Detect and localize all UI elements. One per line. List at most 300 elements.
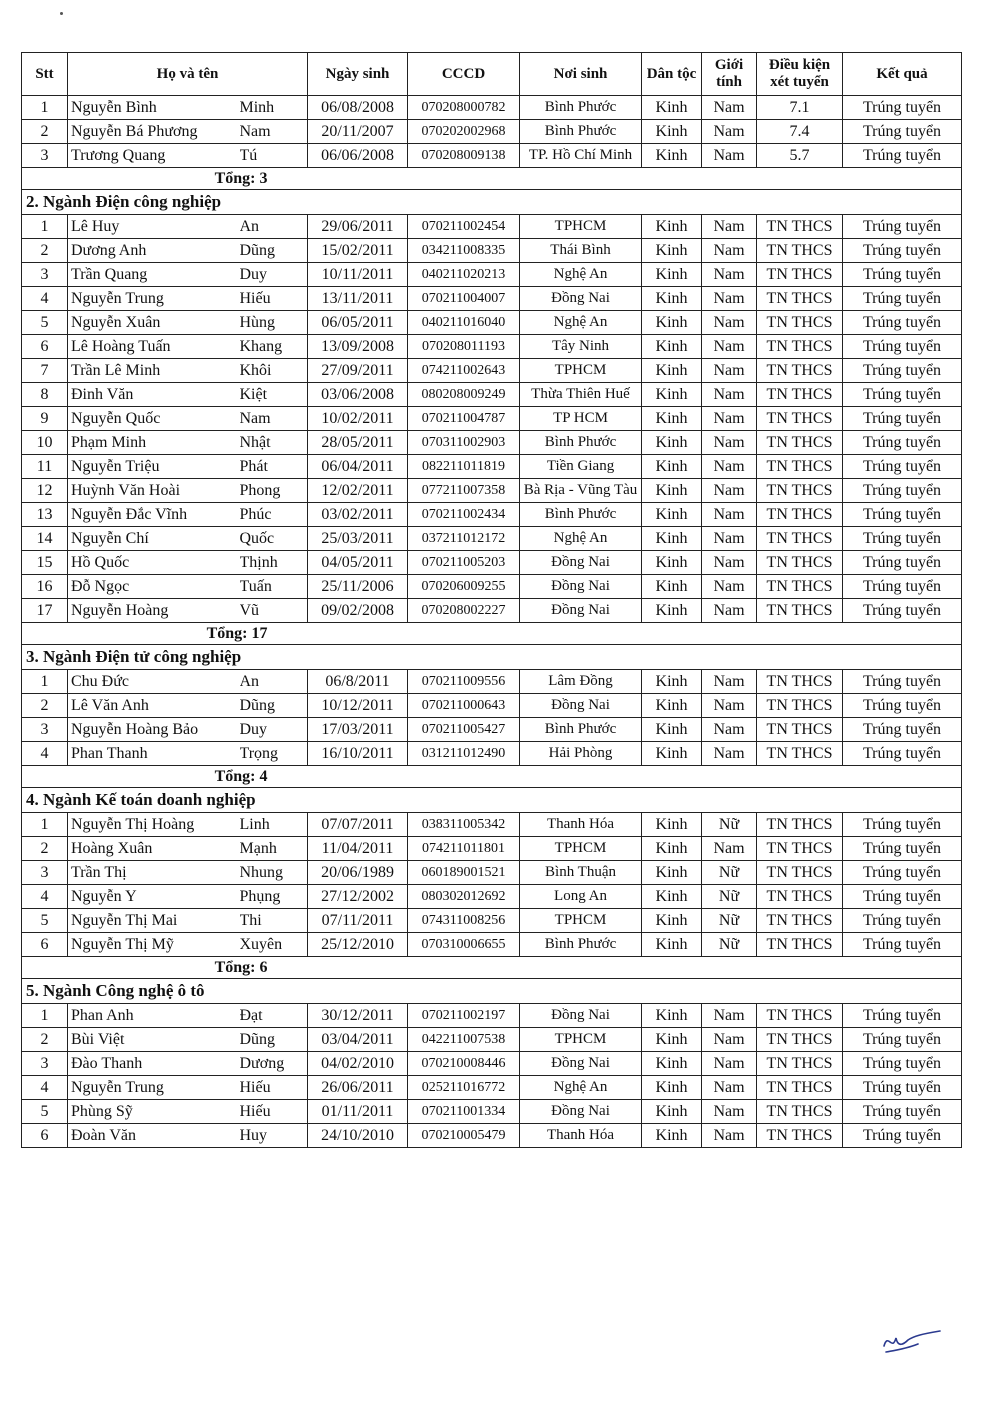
gender-cell: Nam: [702, 144, 757, 168]
result-cell: Trúng tuyển: [843, 1052, 962, 1076]
table-row: [22, 431, 962, 455]
condition-cell: 7.4: [757, 120, 843, 144]
dob-cell: 26/06/2011: [308, 1076, 408, 1100]
family-name-cell: Phùng Sỹ: [68, 1100, 240, 1124]
gender-cell: Nam: [702, 837, 757, 861]
ethnicity-cell: Kinh: [642, 503, 702, 527]
given-name-cell: Trọng: [240, 742, 308, 766]
table-row: [22, 1004, 962, 1028]
dob-cell: 06/04/2011: [308, 455, 408, 479]
family-name-cell: Trần Lê Minh: [68, 359, 240, 383]
ethnicity-cell: Kinh: [642, 1052, 702, 1076]
condition-cell: TN THCS: [757, 1124, 843, 1148]
birthplace-cell: Đồng Nai: [520, 1004, 642, 1028]
birthplace-cell: Bình Thuận: [520, 861, 642, 885]
stt-cell: 3: [22, 144, 68, 168]
ethnicity-cell: Kinh: [642, 287, 702, 311]
result-cell: Trúng tuyển: [843, 861, 962, 885]
given-name-cell: Khang: [240, 335, 308, 359]
given-name-cell: Nam: [240, 407, 308, 431]
family-name-cell: Phan Anh: [68, 1004, 240, 1028]
result-cell: Trúng tuyển: [843, 455, 962, 479]
birthplace-cell: Đồng Nai: [520, 1100, 642, 1124]
cccd-cell: 070311002903: [408, 431, 520, 455]
condition-cell: 5.7: [757, 144, 843, 168]
ethnicity-cell: Kinh: [642, 813, 702, 837]
header-stt: Stt: [22, 53, 68, 96]
ethnicity-cell: Kinh: [642, 455, 702, 479]
stt-cell: 5: [22, 311, 68, 335]
birthplace-cell: Nghệ An: [520, 311, 642, 335]
family-name-cell: Nguyễn Y: [68, 885, 240, 909]
condition-cell: TN THCS: [757, 885, 843, 909]
cccd-cell: 040211020213: [408, 263, 520, 287]
dob-cell: 06/08/2008: [308, 96, 408, 120]
gender-cell: Nam: [702, 575, 757, 599]
birthplace-cell: Bà Rịa - Vũng Tàu: [520, 479, 642, 503]
gender-cell: Nam: [702, 599, 757, 623]
ethnicity-cell: Kinh: [642, 215, 702, 239]
gender-cell: Nam: [702, 1076, 757, 1100]
gender-cell: Nam: [702, 694, 757, 718]
table-row: [22, 96, 962, 120]
result-cell: Trúng tuyển: [843, 215, 962, 239]
cccd-cell: 070208009138: [408, 144, 520, 168]
section-total-row: [22, 957, 962, 979]
given-name-cell: Dương: [240, 1052, 308, 1076]
cccd-cell: 070211009556: [408, 670, 520, 694]
dob-cell: 06/8/2011: [308, 670, 408, 694]
family-name-cell: Nguyễn Chí: [68, 527, 240, 551]
section-heading-row: [22, 645, 962, 670]
header-ethnicity: Dân tộc: [642, 53, 702, 96]
cccd-cell: 074211002643: [408, 359, 520, 383]
stt-cell: 4: [22, 287, 68, 311]
stt-cell: 6: [22, 933, 68, 957]
gender-cell: Nữ: [702, 813, 757, 837]
table-row: [22, 551, 962, 575]
table-row: [22, 335, 962, 359]
family-name-cell: Nguyễn Bình: [68, 96, 240, 120]
cccd-cell: 038311005342: [408, 813, 520, 837]
cccd-cell: 080302012692: [408, 885, 520, 909]
dob-cell: 16/10/2011: [308, 742, 408, 766]
given-name-cell: Dũng: [240, 1028, 308, 1052]
stt-cell: 16: [22, 575, 68, 599]
dob-cell: 06/05/2011: [308, 311, 408, 335]
stt-cell: 1: [22, 215, 68, 239]
condition-cell: TN THCS: [757, 215, 843, 239]
header-name: Họ và tên: [68, 53, 308, 96]
condition-cell: TN THCS: [757, 599, 843, 623]
given-name-cell: An: [240, 215, 308, 239]
gender-cell: Nữ: [702, 933, 757, 957]
given-name-cell: Phụng: [240, 885, 308, 909]
gender-cell: Nam: [702, 1004, 757, 1028]
table-row: [22, 575, 962, 599]
result-cell: Trúng tuyển: [843, 1076, 962, 1100]
section-title: 3. Ngành Điện tử công nghiệp: [22, 645, 962, 670]
stt-cell: 17: [22, 599, 68, 623]
family-name-cell: Nguyễn Hoàng Bảo: [68, 718, 240, 742]
given-name-cell: Dũng: [240, 694, 308, 718]
condition-cell: TN THCS: [757, 1052, 843, 1076]
family-name-cell: Hoàng Xuân: [68, 837, 240, 861]
result-cell: Trúng tuyển: [843, 407, 962, 431]
dob-cell: 13/09/2008: [308, 335, 408, 359]
gender-cell: Nam: [702, 120, 757, 144]
result-cell: Trúng tuyển: [843, 383, 962, 407]
gender-cell: Nữ: [702, 861, 757, 885]
stt-cell: 12: [22, 479, 68, 503]
total-count: 17: [251, 624, 268, 642]
given-name-cell: Vũ: [240, 599, 308, 623]
given-name-cell: Khôi: [240, 359, 308, 383]
dob-cell: 25/12/2010: [308, 933, 408, 957]
cccd-cell: 070210008446: [408, 1052, 520, 1076]
stt-cell: 4: [22, 885, 68, 909]
dob-cell: 27/12/2002: [308, 885, 408, 909]
birthplace-cell: Long An: [520, 885, 642, 909]
family-name-cell: Hồ Quốc: [68, 551, 240, 575]
condition-cell: TN THCS: [757, 335, 843, 359]
given-name-cell: Thịnh: [240, 551, 308, 575]
ethnicity-cell: Kinh: [642, 742, 702, 766]
given-name-cell: Phát: [240, 455, 308, 479]
given-name-cell: Hiếu: [240, 287, 308, 311]
cccd-cell: 070310006655: [408, 933, 520, 957]
birthplace-cell: Đồng Nai: [520, 599, 642, 623]
given-name-cell: An: [240, 670, 308, 694]
result-cell: Trúng tuyển: [843, 885, 962, 909]
cccd-cell: 070211002434: [408, 503, 520, 527]
result-cell: Trúng tuyển: [843, 335, 962, 359]
cccd-cell: 070211005203: [408, 551, 520, 575]
family-name-cell: Bùi Việt: [68, 1028, 240, 1052]
table-row: [22, 455, 962, 479]
result-cell: Trúng tuyển: [843, 527, 962, 551]
result-cell: Trúng tuyển: [843, 670, 962, 694]
section-heading-row: [22, 190, 962, 215]
result-cell: Trúng tuyển: [843, 742, 962, 766]
birthplace-cell: Hải Phòng: [520, 742, 642, 766]
table-row: [22, 1100, 962, 1124]
ethnicity-cell: Kinh: [642, 599, 702, 623]
condition-cell: TN THCS: [757, 383, 843, 407]
gender-cell: Nam: [702, 431, 757, 455]
gender-cell: Nam: [702, 479, 757, 503]
ethnicity-cell: Kinh: [642, 407, 702, 431]
given-name-cell: Nhật: [240, 431, 308, 455]
dob-cell: 04/02/2010: [308, 1052, 408, 1076]
gender-cell: Nam: [702, 527, 757, 551]
section-heading-row: [22, 788, 962, 813]
result-cell: Trúng tuyển: [843, 503, 962, 527]
condition-cell: TN THCS: [757, 287, 843, 311]
given-name-cell: Minh: [240, 96, 308, 120]
result-cell: Trúng tuyển: [843, 239, 962, 263]
total-filler: [308, 957, 962, 979]
condition-cell: TN THCS: [757, 359, 843, 383]
total-label: Tổng:: [214, 169, 256, 187]
dob-cell: 25/11/2006: [308, 575, 408, 599]
family-name-cell: Lê Văn Anh: [68, 694, 240, 718]
family-name-cell: Phan Thanh: [68, 742, 240, 766]
stt-cell: 1: [22, 670, 68, 694]
family-name-cell: Nguyễn Quốc: [68, 407, 240, 431]
ethnicity-cell: Kinh: [642, 120, 702, 144]
ethnicity-cell: Kinh: [642, 1124, 702, 1148]
total-filler: [308, 766, 962, 788]
ethnicity-cell: Kinh: [642, 1076, 702, 1100]
dob-cell: 13/11/2011: [308, 287, 408, 311]
dob-cell: 10/12/2011: [308, 694, 408, 718]
given-name-cell: Nam: [240, 120, 308, 144]
condition-cell: 7.1: [757, 96, 843, 120]
ethnicity-cell: Kinh: [642, 551, 702, 575]
stt-cell: 2: [22, 837, 68, 861]
table-row: [22, 311, 962, 335]
given-name-cell: Phúc: [240, 503, 308, 527]
cccd-cell: 040211016040: [408, 311, 520, 335]
given-name-cell: Hiếu: [240, 1100, 308, 1124]
admission-results-table: [21, 52, 962, 1148]
stt-cell: 6: [22, 335, 68, 359]
condition-cell: TN THCS: [757, 239, 843, 263]
dob-cell: 30/12/2011: [308, 1004, 408, 1028]
signature-mark: [878, 1322, 948, 1362]
header-cccd: CCCD: [408, 53, 520, 96]
result-cell: Trúng tuyển: [843, 837, 962, 861]
scan-dot: [60, 12, 63, 15]
stt-cell: 2: [22, 120, 68, 144]
stt-cell: 2: [22, 694, 68, 718]
given-name-cell: Thi: [240, 909, 308, 933]
family-name-cell: Nguyễn Trung: [68, 287, 240, 311]
family-name-cell: Nguyễn Đắc Vĩnh: [68, 503, 240, 527]
given-name-cell: Duy: [240, 263, 308, 287]
dob-cell: 06/06/2008: [308, 144, 408, 168]
family-name-cell: Trần Quang: [68, 263, 240, 287]
birthplace-cell: Bình Phước: [520, 933, 642, 957]
ethnicity-cell: Kinh: [642, 694, 702, 718]
table-row: [22, 694, 962, 718]
given-name-cell: Xuyên: [240, 933, 308, 957]
family-name-cell: Lê Huy: [68, 215, 240, 239]
family-name-cell: Nguyễn Thị Mỹ: [68, 933, 240, 957]
result-cell: Trúng tuyển: [843, 120, 962, 144]
condition-cell: TN THCS: [757, 479, 843, 503]
birthplace-cell: TP HCM: [520, 407, 642, 431]
given-name-cell: Nhung: [240, 861, 308, 885]
ethnicity-cell: Kinh: [642, 527, 702, 551]
gender-cell: Nam: [702, 670, 757, 694]
condition-cell: TN THCS: [757, 551, 843, 575]
stt-cell: 14: [22, 527, 68, 551]
section-total-row: [22, 766, 962, 788]
table-row: [22, 479, 962, 503]
stt-cell: 3: [22, 1052, 68, 1076]
table-row: [22, 239, 962, 263]
birthplace-cell: Thanh Hóa: [520, 1124, 642, 1148]
dob-cell: 10/02/2011: [308, 407, 408, 431]
condition-cell: TN THCS: [757, 813, 843, 837]
ethnicity-cell: Kinh: [642, 144, 702, 168]
given-name-cell: Hiếu: [240, 1076, 308, 1100]
gender-cell: Nam: [702, 96, 757, 120]
gender-cell: Nữ: [702, 909, 757, 933]
table-row: [22, 933, 962, 957]
gender-cell: Nam: [702, 1028, 757, 1052]
family-name-cell: Trần Thị: [68, 861, 240, 885]
birthplace-cell: Nghệ An: [520, 527, 642, 551]
family-name-cell: Nguyễn Xuân: [68, 311, 240, 335]
cccd-cell: 031211012490: [408, 742, 520, 766]
gender-cell: Nam: [702, 503, 757, 527]
family-name-cell: Đào Thanh: [68, 1052, 240, 1076]
table-row: [22, 599, 962, 623]
ethnicity-cell: Kinh: [642, 263, 702, 287]
cccd-cell: 070211001334: [408, 1100, 520, 1124]
ethnicity-cell: Kinh: [642, 239, 702, 263]
table-row: [22, 503, 962, 527]
table-row: [22, 1076, 962, 1100]
total-cell: [22, 623, 308, 645]
dob-cell: 29/06/2011: [308, 215, 408, 239]
ethnicity-cell: Kinh: [642, 861, 702, 885]
condition-cell: TN THCS: [757, 407, 843, 431]
cccd-cell: 070211005427: [408, 718, 520, 742]
table-row: [22, 837, 962, 861]
family-name-cell: Đinh Văn: [68, 383, 240, 407]
gender-cell: Nam: [702, 718, 757, 742]
dob-cell: 24/10/2010: [308, 1124, 408, 1148]
condition-cell: TN THCS: [757, 431, 843, 455]
birthplace-cell: Đồng Nai: [520, 287, 642, 311]
table-row: [22, 359, 962, 383]
table-row: [22, 215, 962, 239]
family-name-cell: Phạm Minh: [68, 431, 240, 455]
stt-cell: 1: [22, 96, 68, 120]
birthplace-cell: Tiền Giang: [520, 455, 642, 479]
given-name-cell: Dũng: [240, 239, 308, 263]
stt-cell: 3: [22, 263, 68, 287]
dob-cell: 28/05/2011: [308, 431, 408, 455]
result-cell: Trúng tuyển: [843, 551, 962, 575]
birthplace-cell: Thừa Thiên Huế: [520, 383, 642, 407]
given-name-cell: Mạnh: [240, 837, 308, 861]
admission-results-sheet: [21, 52, 961, 1148]
cccd-cell: 070206009255: [408, 575, 520, 599]
result-cell: Trúng tuyển: [843, 1124, 962, 1148]
condition-cell: TN THCS: [757, 1028, 843, 1052]
result-cell: Trúng tuyển: [843, 96, 962, 120]
family-name-cell: Nguyễn Hoàng: [68, 599, 240, 623]
stt-cell: 3: [22, 861, 68, 885]
birthplace-cell: Nghệ An: [520, 263, 642, 287]
ethnicity-cell: Kinh: [642, 718, 702, 742]
family-name-cell: Nguyễn Triệu: [68, 455, 240, 479]
cccd-cell: 077211007358: [408, 479, 520, 503]
table-row: [22, 718, 962, 742]
family-name-cell: Chu Đức: [68, 670, 240, 694]
dob-cell: 09/02/2008: [308, 599, 408, 623]
ethnicity-cell: Kinh: [642, 1004, 702, 1028]
result-cell: Trúng tuyển: [843, 813, 962, 837]
table-row: [22, 1028, 962, 1052]
cccd-cell: 070211004007: [408, 287, 520, 311]
result-cell: Trúng tuyển: [843, 718, 962, 742]
family-name-cell: Trương Quang: [68, 144, 240, 168]
cccd-cell: 070211002197: [408, 1004, 520, 1028]
family-name-cell: Đỗ Ngọc: [68, 575, 240, 599]
result-cell: Trúng tuyển: [843, 1028, 962, 1052]
birthplace-cell: Tây Ninh: [520, 335, 642, 359]
condition-cell: TN THCS: [757, 837, 843, 861]
total-label: Tổng:: [206, 624, 248, 642]
ethnicity-cell: Kinh: [642, 1100, 702, 1124]
result-cell: Trúng tuyển: [843, 1004, 962, 1028]
total-cell: [22, 957, 308, 979]
dob-cell: 03/02/2011: [308, 503, 408, 527]
ethnicity-cell: Kinh: [642, 383, 702, 407]
birthplace-cell: Lâm Đồng: [520, 670, 642, 694]
birthplace-cell: TP. Hồ Chí Minh: [520, 144, 642, 168]
birthplace-cell: Thanh Hóa: [520, 813, 642, 837]
condition-cell: TN THCS: [757, 694, 843, 718]
table-row: [22, 120, 962, 144]
result-cell: Trúng tuyển: [843, 599, 962, 623]
ethnicity-cell: Kinh: [642, 96, 702, 120]
stt-cell: 4: [22, 742, 68, 766]
table-header: [22, 53, 962, 96]
result-cell: Trúng tuyển: [843, 933, 962, 957]
condition-cell: TN THCS: [757, 503, 843, 527]
birthplace-cell: Bình Phước: [520, 718, 642, 742]
cccd-cell: 074311008256: [408, 909, 520, 933]
result-cell: Trúng tuyển: [843, 575, 962, 599]
dob-cell: 11/04/2011: [308, 837, 408, 861]
birthplace-cell: Thái Bình: [520, 239, 642, 263]
family-name-cell: Nguyễn Thị Hoàng: [68, 813, 240, 837]
dob-cell: 10/11/2011: [308, 263, 408, 287]
gender-cell: Nam: [702, 1100, 757, 1124]
condition-cell: TN THCS: [757, 742, 843, 766]
section-title: 4. Ngành Kế toán doanh nghiệp: [22, 788, 962, 813]
cccd-cell: 070210005479: [408, 1124, 520, 1148]
given-name-cell: Duy: [240, 718, 308, 742]
stt-cell: 5: [22, 909, 68, 933]
condition-cell: TN THCS: [757, 1004, 843, 1028]
total-filler: [308, 168, 962, 190]
table-row: [22, 1124, 962, 1148]
gender-cell: Nam: [702, 383, 757, 407]
birthplace-cell: Bình Phước: [520, 120, 642, 144]
ethnicity-cell: Kinh: [642, 909, 702, 933]
ethnicity-cell: Kinh: [642, 933, 702, 957]
total-cell: [22, 766, 308, 788]
gender-cell: Nam: [702, 311, 757, 335]
result-cell: Trúng tuyển: [843, 694, 962, 718]
table-row: [22, 1052, 962, 1076]
ethnicity-cell: Kinh: [642, 431, 702, 455]
gender-cell: Nam: [702, 1052, 757, 1076]
stt-cell: 1: [22, 813, 68, 837]
total-count: 3: [259, 169, 268, 187]
dob-cell: 03/06/2008: [308, 383, 408, 407]
result-cell: Trúng tuyển: [843, 909, 962, 933]
result-cell: Trúng tuyển: [843, 287, 962, 311]
